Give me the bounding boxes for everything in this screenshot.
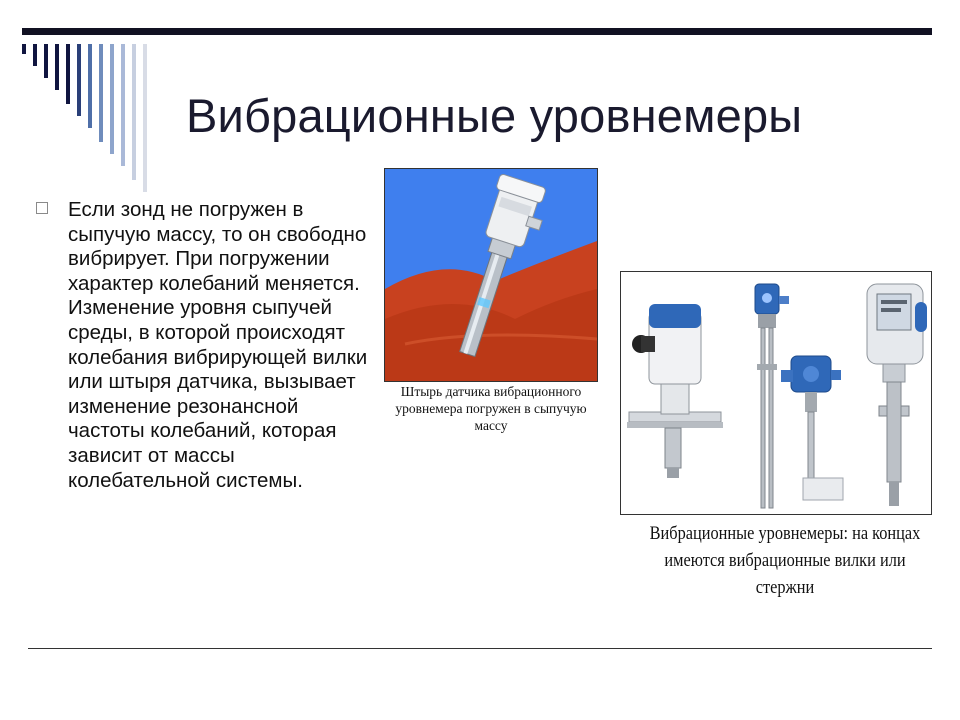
top-rule xyxy=(22,28,932,35)
vertical-stripes-decoration xyxy=(22,44,162,194)
body-text: Если зонд не погружен в сыпучую массу, то он свободно вибрирует. При погружении характер колебаний меняется. Изменение уровня сыпучей среды, в которой происходят колебания вибрирующей вилки или штыря датчика, вызывает изменение резонансной частоты колебаний, которая зависит от массы колебательной системы. xyxy=(68,198,368,492)
bottom-rule xyxy=(28,648,932,649)
image1-caption: Штырь датчика вибрационного уровнемера погружен в сыпучую массу xyxy=(395,384,587,433)
probe-in-bulk-image xyxy=(384,168,598,382)
image2-caption: Вибрационные уровнемеры: на концах имеются вибрационные вилки или стержни xyxy=(649,523,921,598)
hollow-square-bullet-icon xyxy=(36,202,48,214)
slide-title: Вибрационные уровнемеры xyxy=(186,89,803,142)
vibration-level-meters-image xyxy=(620,271,932,515)
